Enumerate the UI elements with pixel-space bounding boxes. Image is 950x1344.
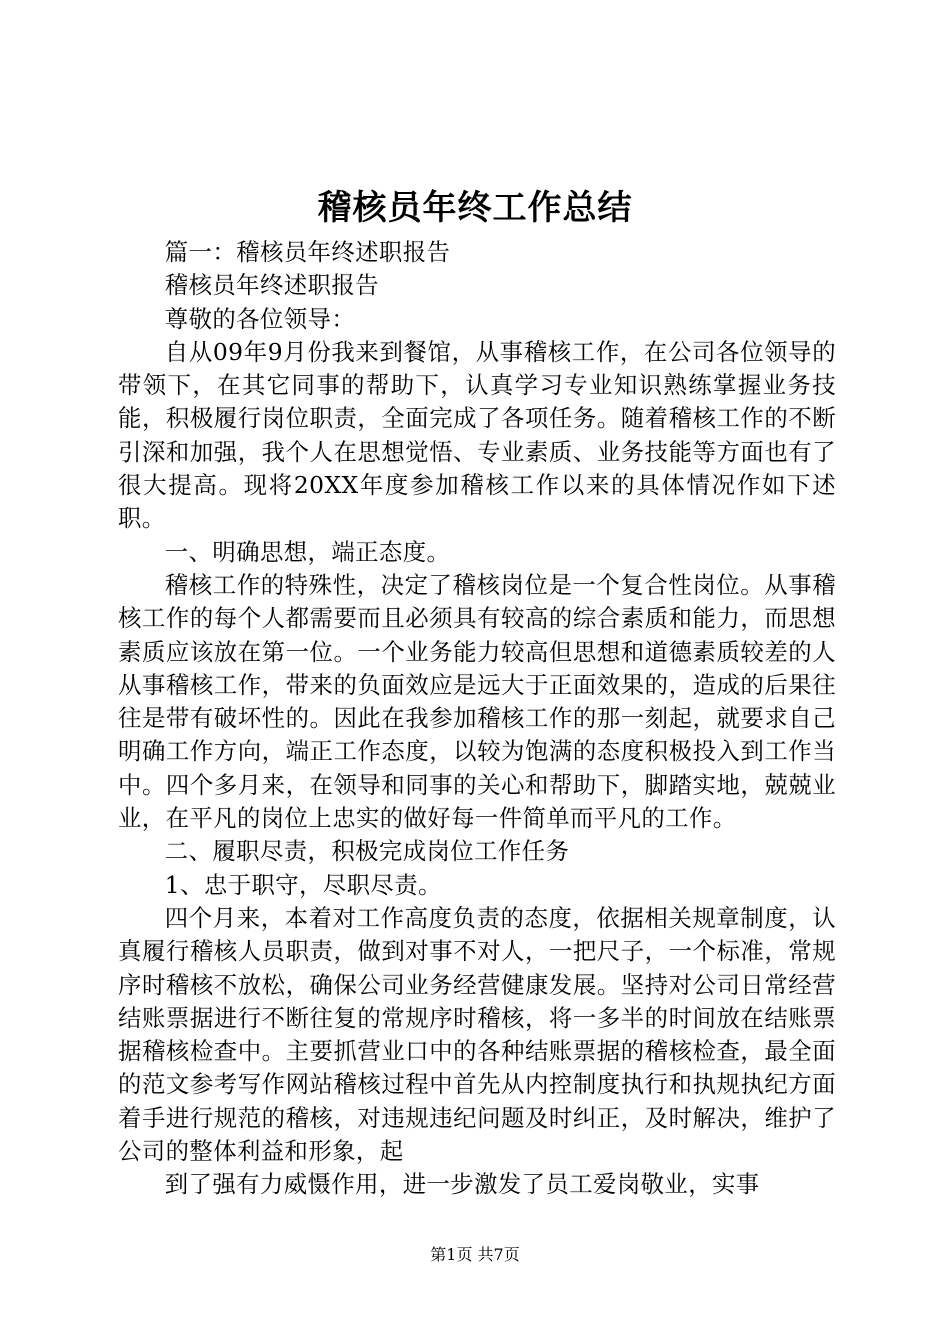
paragraph: 稽核工作的特殊性，决定了稽核岗位是一个复合性岗位。从事稽核工作的每个人都需要而且必须具有较高的综合素质和能力，而思想素质应该放在第一位。一个业务能力较高但思想和道德素质较差的人从事稽核工作，带来的负面效应是远大于正面效果的，造成的后果往往是带有破坏性的。因此在我参加稽核工作的那一刻起，就要求自己明确工作方向，端正工作态度，以较为饱满的态度积极投入到工作当中。四个多月来，在领导和同事的关心和帮助下，脚踏实地，兢兢业业，在平凡的岗位上忠实的做好每一件简单而平凡的工作。 [118, 570, 836, 833]
paragraph: 篇一：稽核员年终述职报告 [164, 238, 451, 266]
paragraph: 四个月来，本着对工作高度负责的态度，依据相关规章制度，认真履行稽核人员职责，做到对事不对人，一把尺子，一个标准，常规序时稽核不放松，确保公司业务经营健康发展。坚持对公司日常经营结账票据进行不断往复的常规序时稽核，将一多半的时间放在结账票据稽核检查中。主要抓营业口中的各种结账票据的稽核检查，最全面的范文参考写作网站稽核过程中首先从内控制度执行和执规执纪方面着手进行规范的稽核，对违规违纪问题及时纠正，及时解决，维护了公司的整体利益和形象，起 [118, 903, 836, 1166]
paragraph: 稽核员年终述职报告 [164, 271, 379, 300]
paragraph: 到了强有力威慑作用，进一步激发了员工爱岗敬业，实事 [164, 1170, 760, 1199]
subsection-heading: 1、忠于职守，尽职尽责。 [164, 870, 442, 899]
section-heading: 一、明确思想，端正态度。 [164, 537, 451, 566]
page-number-footer: 第1页 共7页 [430, 1245, 520, 1264]
paragraph: 自从09年9月份我来到餐馆，从事稽核工作，在公司各位领导的带领下，在其它同事的帮助下，认真学习专业知识熟练掌握业务技能，积极履行岗位职责，全面完成了各项任务。随着稽核工作的不断引深和加强，我个人在思想觉悟、专业素质、业务技能等方面也有了很大提高。现将20XX年度参加稽核工作以来的具体情况作如下述职。 [118, 337, 836, 533]
section-heading: 二、履职尽责，积极完成岗位工作任务 [164, 837, 570, 866]
paragraph: 尊敬的各位领导： [164, 304, 356, 333]
document-title: 稽核员年终工作总结 [317, 188, 633, 228]
document-body [118, 236, 836, 1202]
